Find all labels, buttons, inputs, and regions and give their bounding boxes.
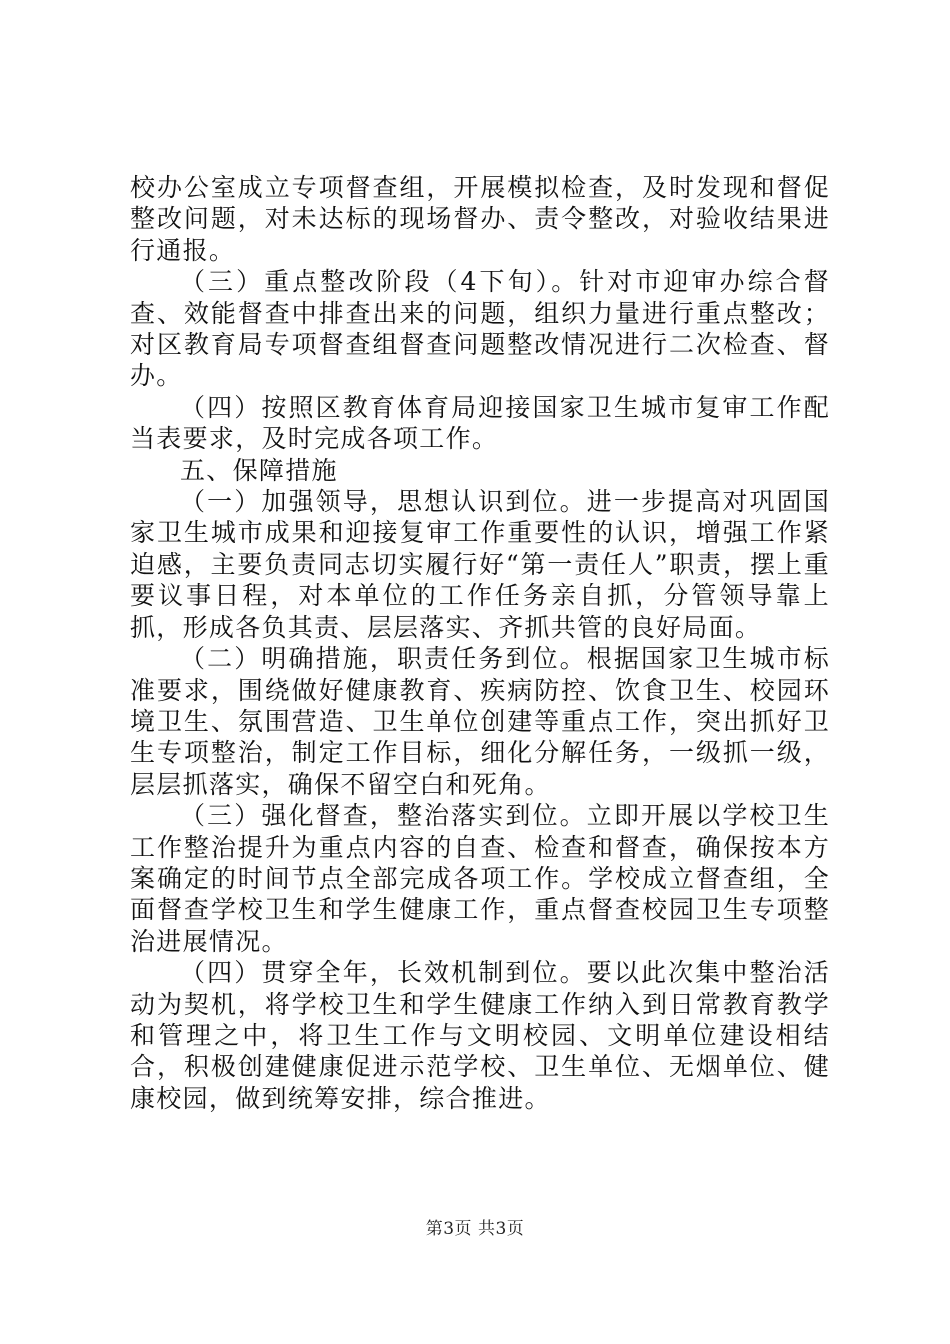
paragraph-phase-three: （三）重点整改阶段（4下旬）。针对市迎审办综合督查、效能督查中排查出来的问题，组织力量进行重点整改；对区教育局专项督查组督查问题整改情况进行二次检查、督办。 bbox=[130, 267, 830, 391]
paragraph-measure-three: （三）强化督查，整治落实到位。立即开展以学校卫生工作整治提升为重点内容的自查、检查和督查，确保按本方案确定的时间节点全部完成各项工作。学校成立督查组，全面督查学校卫生和学生健康工作，重点督查校园卫生专项整治进展情况。 bbox=[130, 801, 830, 956]
paragraph-measure-two: （二）明确措施，职责任务到位。根据国家卫生城市标准要求，围绕做好健康教育、疾病防控、饮食卫生、校园环境卫生、氛围营造、卫生单位创建等重点工作，突出抓好卫生专项整治，制定工作目标，细化分解任务，一级抓一级，层层抓落实，确保不留空白和死角。 bbox=[130, 644, 830, 799]
paragraph-continuation: 校办公室成立专项督查组，开展模拟检查，及时发现和督促整改问题，对未达标的现场督办、责令整改，对验收结果进行通报。 bbox=[130, 173, 830, 265]
paragraph-phase-four: （四）按照区教育体育局迎接国家卫生城市复审工作配当表要求，及时完成各项工作。 bbox=[130, 392, 830, 454]
section-heading-safeguards: 五、保障措施 bbox=[180, 455, 338, 485]
page-number: 第3页 共3页 bbox=[425, 1219, 525, 1239]
document-body bbox=[130, 172, 830, 1114]
paragraph-measure-one: （一）加强领导，思想认识到位。进一步提高对巩固国家卫生城市成果和迎接复审工作重要性的认识，增强工作紧迫感，主要负责同志切实履行好“第一责任人”职责，摆上重要议事日程，对本单位的工作任务亲自抓，分管领导靠上抓，形成各负其责、层层落实、齐抓共管的良好局面。 bbox=[130, 487, 830, 642]
paragraph-measure-four: （四）贯穿全年，长效机制到位。要以此次集中整治活动为契机，将学校卫生和学生健康工作纳入到日常教育教学和管理之中，将卫生工作与文明校园、文明单位建设相结合，积极创建健康促进示范学校、卫生单位、无烟单位、健康校园，做到统筹安排，综合推进。 bbox=[130, 958, 830, 1113]
